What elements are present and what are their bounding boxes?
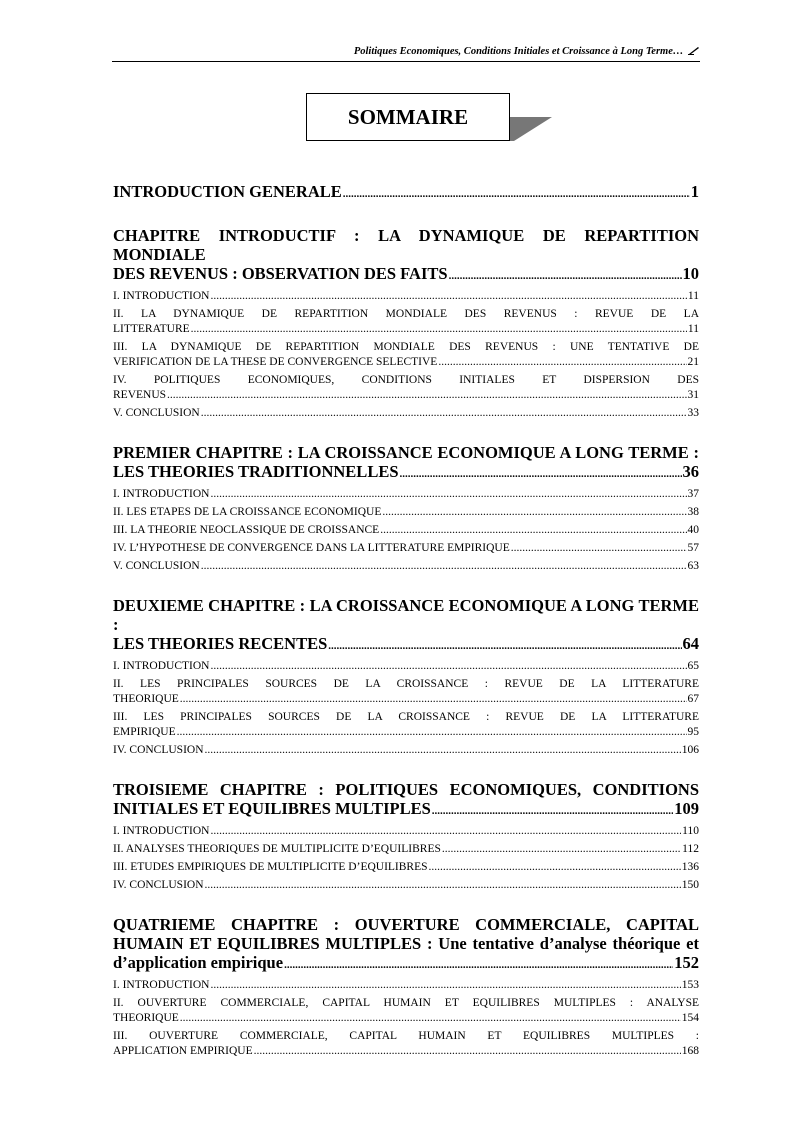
- toc-section[interactable]: [113, 824, 699, 839]
- dot-leader: [191, 322, 687, 337]
- chapter-title-line: QUATRIEME CHAPITRE : OUVERTURE COMMERCIALE, CAPITAL: [113, 915, 699, 934]
- running-title: Politiques Economiques, Conditions Initiales et Croissance à Long Terme…: [353, 46, 684, 57]
- dot-leader: [201, 559, 687, 574]
- dot-leader: [210, 824, 681, 839]
- toc-page-number: 152: [674, 953, 699, 972]
- dot-leader: [438, 355, 686, 370]
- section-label: III. LA DYNAMIQUE DE REPARTITION MONDIALE DES REVENUS : UNE TENTATIVE DE: [113, 341, 699, 353]
- toc-page-number: 112: [682, 843, 699, 855]
- toc-page-number: 31: [687, 389, 699, 401]
- section-label: THEORIQUE: [113, 693, 179, 705]
- section-label: IV. POLITIQUES ECONOMIQUES, CONDITIONS INITIALES ET DISPERSION DES: [113, 374, 699, 386]
- toc-section[interactable]: [113, 677, 699, 707]
- toc-section[interactable]: [113, 406, 699, 421]
- section-label: EMPIRIQUE: [113, 726, 176, 738]
- chapter-title-line: DES REVENUS : OBSERVATION DES FAITS: [113, 264, 448, 283]
- toc-section[interactable]: [113, 743, 699, 758]
- toc-chapter: [113, 226, 699, 421]
- dot-leader: [210, 289, 686, 304]
- toc-section[interactable]: [113, 559, 699, 574]
- toc-page-number: 109: [674, 799, 699, 818]
- toc-page-number: 33: [687, 407, 699, 419]
- dot-leader: [284, 956, 673, 975]
- toc-section[interactable]: [113, 307, 699, 337]
- dot-leader: [380, 523, 686, 538]
- toc-page-number: 95: [687, 726, 699, 738]
- section-label: II. LA DYNAMIQUE DE REPARTITION MONDIALE DES REVENUS : REVUE DE LA: [113, 308, 699, 320]
- toc-section[interactable]: [113, 340, 699, 370]
- toc-section[interactable]: [113, 1029, 699, 1059]
- chapter-title-line: LES THEORIES RECENTES: [113, 634, 328, 653]
- section-label: III. ETUDES EMPIRIQUES DE MULTIPLICITE D’EQUILIBRES: [113, 861, 428, 873]
- section-label: IV. CONCLUSION: [113, 879, 204, 891]
- chapter-title-line: CHAPITRE INTRODUCTIF : LA DYNAMIQUE DE REPARTITION MONDIALE: [113, 226, 699, 264]
- writing-hand-icon: [688, 46, 700, 55]
- toc-section[interactable]: [113, 373, 699, 403]
- toc-section[interactable]: [113, 878, 699, 893]
- section-label: I. INTRODUCTION: [113, 488, 210, 500]
- toc-chapter: [113, 915, 699, 1059]
- section-label: III. LA THEORIE NEOCLASSIQUE DE CROISSANCE: [113, 524, 380, 536]
- toc-page-number: 36: [682, 462, 699, 481]
- toc-section[interactable]: [113, 978, 699, 993]
- toc-page-number: 168: [681, 1045, 699, 1057]
- toc-page-number: 64: [682, 634, 699, 653]
- toc-entry-introduction[interactable]: [113, 182, 699, 204]
- chapter-title-line: INITIALES ET EQUILIBRES MULTIPLES: [113, 799, 431, 818]
- toc-page-number: 153: [681, 979, 699, 991]
- toc-page-number: 57: [687, 542, 699, 554]
- toc-page-number: 38: [687, 506, 699, 518]
- toc-entry-chapter[interactable]: [113, 634, 699, 656]
- toc-section[interactable]: [113, 505, 699, 520]
- toc-chapter: [113, 780, 699, 893]
- dot-leader: [328, 637, 681, 656]
- dot-leader: [210, 659, 686, 674]
- dot-leader: [205, 878, 681, 893]
- dot-leader: [400, 465, 682, 484]
- chapter-title-line: d’application empirique: [113, 953, 284, 972]
- section-label: II. LES PRINCIPALES SOURCES DE LA CROISSANCE : REVUE DE LA LITTERATURE: [113, 678, 699, 690]
- dot-leader: [210, 487, 686, 502]
- chapter-title-line: HUMAIN ET EQUILIBRES MULTIPLES : Une tentative d’analyse théorique et: [113, 934, 699, 953]
- section-label: I. INTRODUCTION: [113, 660, 210, 672]
- section-label: I. INTRODUCTION: [113, 290, 210, 302]
- dot-leader: [180, 692, 687, 707]
- section-label: REVENUS: [113, 389, 167, 401]
- dot-leader: [205, 743, 681, 758]
- toc-section[interactable]: [113, 996, 699, 1026]
- dot-leader: [167, 388, 686, 403]
- chapter-title-line: PREMIER CHAPITRE : LA CROISSANCE ECONOMIQUE A LONG TERME :: [113, 443, 699, 462]
- toc-page-number: 11: [687, 323, 699, 335]
- toc-chapter: [113, 596, 699, 758]
- toc-entry-chapter[interactable]: [113, 264, 699, 286]
- toc-section[interactable]: [113, 289, 699, 304]
- dot-leader: [180, 1011, 681, 1026]
- section-label: LITTERATURE: [113, 323, 190, 335]
- running-header: [112, 46, 700, 62]
- toc-page-number: 10: [682, 264, 699, 283]
- toc-page-number: 1: [690, 182, 699, 201]
- section-label: III. LES PRINCIPALES SOURCES DE LA CROISSANCE : REVUE DE LA LITTERATURE: [113, 711, 699, 723]
- toc-page-number: 136: [681, 861, 699, 873]
- toc-page-number: 65: [687, 660, 699, 672]
- toc-page-number: 63: [687, 560, 699, 572]
- toc-section[interactable]: [113, 659, 699, 674]
- toc-page-number: 11: [687, 290, 699, 302]
- toc-page-number: 110: [682, 825, 699, 837]
- dot-leader: [449, 267, 682, 286]
- table-of-contents: [113, 182, 699, 1059]
- section-label: V. CONCLUSION: [113, 407, 200, 419]
- dot-leader: [254, 1044, 681, 1059]
- toc-page-number: 150: [681, 879, 699, 891]
- section-label: V. CONCLUSION: [113, 560, 200, 572]
- toc-section[interactable]: [113, 523, 699, 538]
- toc-section[interactable]: [113, 487, 699, 502]
- toc-page-number: 67: [687, 693, 699, 705]
- toc-chapter: [113, 443, 699, 574]
- dot-leader: [343, 185, 690, 204]
- section-label: I. INTRODUCTION: [113, 979, 210, 991]
- dot-leader: [177, 725, 687, 740]
- dot-leader: [210, 978, 680, 993]
- toc-page-number: 106: [681, 744, 699, 756]
- section-label: II. OUVERTURE COMMERCIALE, CAPITAL HUMAIN ET EQUILIBRES MULTIPLES : ANALYSE: [113, 997, 699, 1009]
- section-label: IV. CONCLUSION: [113, 744, 204, 756]
- dot-leader: [432, 802, 673, 821]
- section-label: APPLICATION EMPIRIQUE: [113, 1045, 253, 1057]
- toc-entry-label: INTRODUCTION GENERALE: [113, 182, 342, 201]
- toc-page-number: 37: [687, 488, 699, 500]
- toc-section[interactable]: [113, 842, 699, 857]
- dot-leader: [382, 505, 686, 520]
- chapter-title-line: LES THEORIES TRADITIONNELLES: [113, 462, 399, 481]
- chapter-title-line: TROISIEME CHAPITRE : POLITIQUES ECONOMIQUES, CONDITIONS: [113, 780, 699, 799]
- dot-leader: [511, 541, 687, 556]
- page-title: SOMMAIRE: [306, 93, 510, 141]
- toc-section[interactable]: [113, 541, 699, 556]
- dot-leader: [429, 860, 681, 875]
- toc-section[interactable]: [113, 710, 699, 740]
- toc-page-number: 21: [687, 356, 699, 368]
- toc-section[interactable]: [113, 860, 699, 875]
- section-label: II. LES ETAPES DE LA CROISSANCE ECONOMIQUE: [113, 506, 382, 518]
- toc-entry-chapter[interactable]: [113, 799, 699, 821]
- section-label: THEORIQUE: [113, 1012, 179, 1024]
- toc-entry-chapter[interactable]: [113, 953, 699, 975]
- section-label: IV. L’HYPOTHESE DE CONVERGENCE DANS LA LITTERATURE EMPIRIQUE: [113, 542, 510, 554]
- dot-leader: [201, 406, 687, 421]
- toc-page-number: 154: [681, 1012, 699, 1024]
- section-label: VERIFICATION DE LA THESE DE CONVERGENCE SELECTIVE: [113, 356, 438, 368]
- chapter-title-line: DEUXIEME CHAPITRE : LA CROISSANCE ECONOMIQUE A LONG TERME :: [113, 596, 699, 634]
- section-label: III. OUVERTURE COMMERCIALE, CAPITAL HUMAIN ET EQUILIBRES MULTIPLES :: [113, 1030, 699, 1042]
- section-label: I. INTRODUCTION: [113, 825, 210, 837]
- section-label: II. ANALYSES THEORIQUES DE MULTIPLICITE D’EQUILIBRES: [113, 843, 441, 855]
- toc-entry-chapter[interactable]: [113, 462, 699, 484]
- dot-leader: [442, 842, 681, 857]
- title-block: [306, 93, 552, 143]
- toc-page-number: 40: [687, 524, 699, 536]
